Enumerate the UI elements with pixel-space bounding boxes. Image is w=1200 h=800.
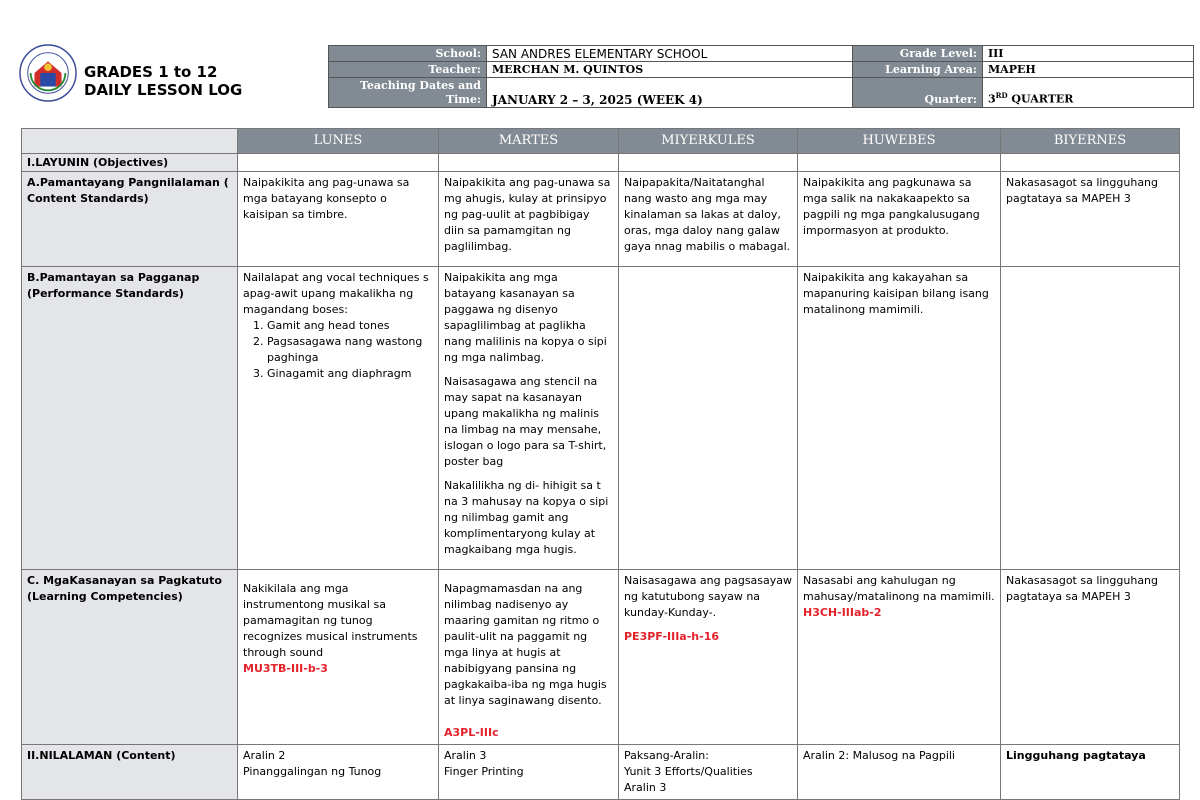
objectives-cell	[1001, 154, 1180, 172]
day-header-friday: BIYERNES	[1001, 129, 1180, 154]
school-value: SAN ANDRES ELEMENTARY SCHOOL	[487, 46, 853, 62]
unit-title: Yunit 3 Efforts/Qualities	[624, 765, 753, 778]
day-header-tuesday: MARTES	[439, 129, 619, 154]
teacher-value: MERCHAN M. QUINTOS	[487, 62, 853, 78]
competency-code: A3PL-IIIc	[444, 726, 499, 739]
day-header-wednesday: MIYERKULES	[619, 129, 798, 154]
grade-level-value: III	[983, 46, 1194, 62]
content-standards-monday: Naipakikita ang pag-unawa sa mga batayang konsepto o kaisipan sa timbre.	[238, 172, 439, 267]
lesson-title: Finger Printing	[444, 765, 524, 778]
performance-standards-friday	[1001, 267, 1180, 570]
topic-label: Paksang-Aralin:	[624, 749, 709, 762]
paragraph: Nakalilikha ng di- hihigit sa t na 3 mahusay na kopya o sipi ng nilimbag gamit ang komplimentaryong kulay at magkaibang mga hugis.	[444, 479, 609, 556]
content-standards-wednesday: Naipapakita/Naitatanghal nang wasto ang mga may kinalaman sa lakas at daloy, oras, mga daloy nang galaw gaya nnag mabilis o mabagal.	[619, 172, 798, 267]
document-title-line2: DAILY LESSON LOG	[84, 81, 243, 99]
lesson-number: Aralin 2	[243, 749, 286, 762]
learning-area-label: Learning Area:	[853, 62, 983, 78]
list-item: 2. Pagsasagawa nang wastong paghinga	[267, 334, 433, 366]
competency-code: PE3PF-IIIa-h-16	[624, 630, 720, 643]
content-standards-friday: Nakasasagot sa lingguhang pagtataya sa MAPEH 3	[1001, 172, 1180, 267]
performance-standards-label: B.Pamantayan sa Pagganap (Performance Standards)	[22, 267, 238, 570]
content-standards-label: A.Pamantayang Pangnilalaman ( Content Standards)	[22, 172, 238, 267]
competencies-monday	[238, 570, 439, 745]
teaching-dates-label: Teaching Dates and Time:	[329, 78, 487, 108]
performance-standards-thursday: Naipakikita ang kakayahan sa mapanuring kaisipan bilang isang matalinong mamimili.	[798, 267, 1001, 570]
competencies-tuesday	[439, 570, 619, 745]
school-label: School:	[329, 46, 487, 62]
content-thursday: Aralin 2: Malusog na Pagpili	[798, 745, 1001, 800]
performance-intro: Nailalapat ang vocal techniques s apag-awit upang makalikha ng magandang boses:	[243, 271, 429, 316]
lesson-info-table	[328, 45, 1194, 108]
content-wednesday	[619, 745, 798, 800]
content-standards-thursday: Naipakikita ang pagkunawa sa mga salik na nakakaapekto sa pagpili ng mga pangkalusugang impormasyon at produkto.	[798, 172, 1001, 267]
teacher-label: Teacher:	[329, 62, 487, 78]
objectives-cell	[439, 154, 619, 172]
daily-lesson-table	[21, 128, 1180, 800]
competencies-friday: Nakasasagot sa lingguhang pagtataya sa MAPEH 3	[1001, 570, 1180, 745]
list-item: 3. Ginagamit ang diaphragm	[267, 366, 433, 382]
objectives-cell	[238, 154, 439, 172]
performance-standards-tuesday	[439, 267, 619, 570]
lesson-number: Aralin 3	[624, 781, 667, 794]
competencies-wednesday	[619, 570, 798, 745]
table-corner	[22, 129, 238, 154]
objectives-label: I.LAYUNIN (Objectives)	[22, 154, 238, 172]
content-monday	[238, 745, 439, 800]
learning-area-value: MAPEH	[983, 62, 1194, 78]
competency-text: Naisasagawa ang pagsasayaw ng katutubong sayaw na kunday-Kunday-.	[624, 574, 793, 619]
objectives-cell	[798, 154, 1001, 172]
document-title-line1: GRADES 1 to 12	[84, 63, 218, 81]
competencies-label: C. MgaKasanayan sa Pagkatuto (Learning Competencies)	[22, 570, 238, 745]
content-friday: Lingguhang pagtataya	[1001, 745, 1180, 800]
grade-level-label: Grade Level:	[853, 46, 983, 62]
quarter-value: 3RD QUARTER	[983, 78, 1194, 108]
performance-standards-monday	[238, 267, 439, 570]
competency-code: H3CH-IIIab-2	[803, 606, 882, 619]
objectives-cell	[619, 154, 798, 172]
competency-text: Nakikilala ang mga instrumentong musikal sa pamamagitan ng tunog recognizes musical instruments through sound	[243, 582, 418, 659]
teaching-dates-value: JANUARY 2 – 3, 2025 (WEEK 4)	[487, 78, 853, 108]
content-tuesday	[439, 745, 619, 800]
performance-standards-wednesday	[619, 267, 798, 570]
competency-code: MU3TB-III-b-3	[243, 662, 328, 675]
lesson-number: Aralin 3	[444, 749, 487, 762]
day-header-monday: LUNES	[238, 129, 439, 154]
quarter-label: Quarter:	[853, 78, 983, 108]
content-standards-tuesday: Naipakikita ang pag-unawa sa mg ahugis, kulay at prinsipyo ng pag-uulit at pagbibigay diin sa pamamgitan ng paglilimbag.	[439, 172, 619, 267]
list-item: 1. Gamit ang head tones	[267, 318, 433, 334]
paragraph: Naisasagawa ang stencil na may sapat na kasanayan upang makalikha ng malinis na limbag na may mensahe, islogan o logo para sa T-shirt, poster bag	[444, 375, 607, 468]
lesson-title: Pinanggalingan ng Tunog	[243, 765, 382, 778]
document-title	[84, 63, 242, 99]
deped-seal-logo	[19, 44, 77, 102]
competencies-thursday	[798, 570, 1001, 745]
vocal-techniques-list	[243, 318, 433, 382]
content-label: II.NILALAMAN (Content)	[22, 745, 238, 800]
competency-text: Nasasabi ang kahulugan ng mahusay/matalinong na mamimili.	[803, 574, 995, 603]
day-header-thursday: HUWEBES	[798, 129, 1001, 154]
paragraph: Naipakikita ang mga batayang kasanayan sa paggawa ng disenyo sapaglilimbag at paglikha nang malilinis na kopya o sipi ng mga nalimbag.	[444, 271, 607, 364]
competency-text: Napagmamasdan na ang nilimbag nadisenyo ay maaring gamitan ng ritmo o paulit-ulit na paggamit ng mga linya at hugis at nabibigyang pansina ng pagkakaiba-iba ng mga hugis at linya saginawang disento.	[444, 582, 607, 707]
